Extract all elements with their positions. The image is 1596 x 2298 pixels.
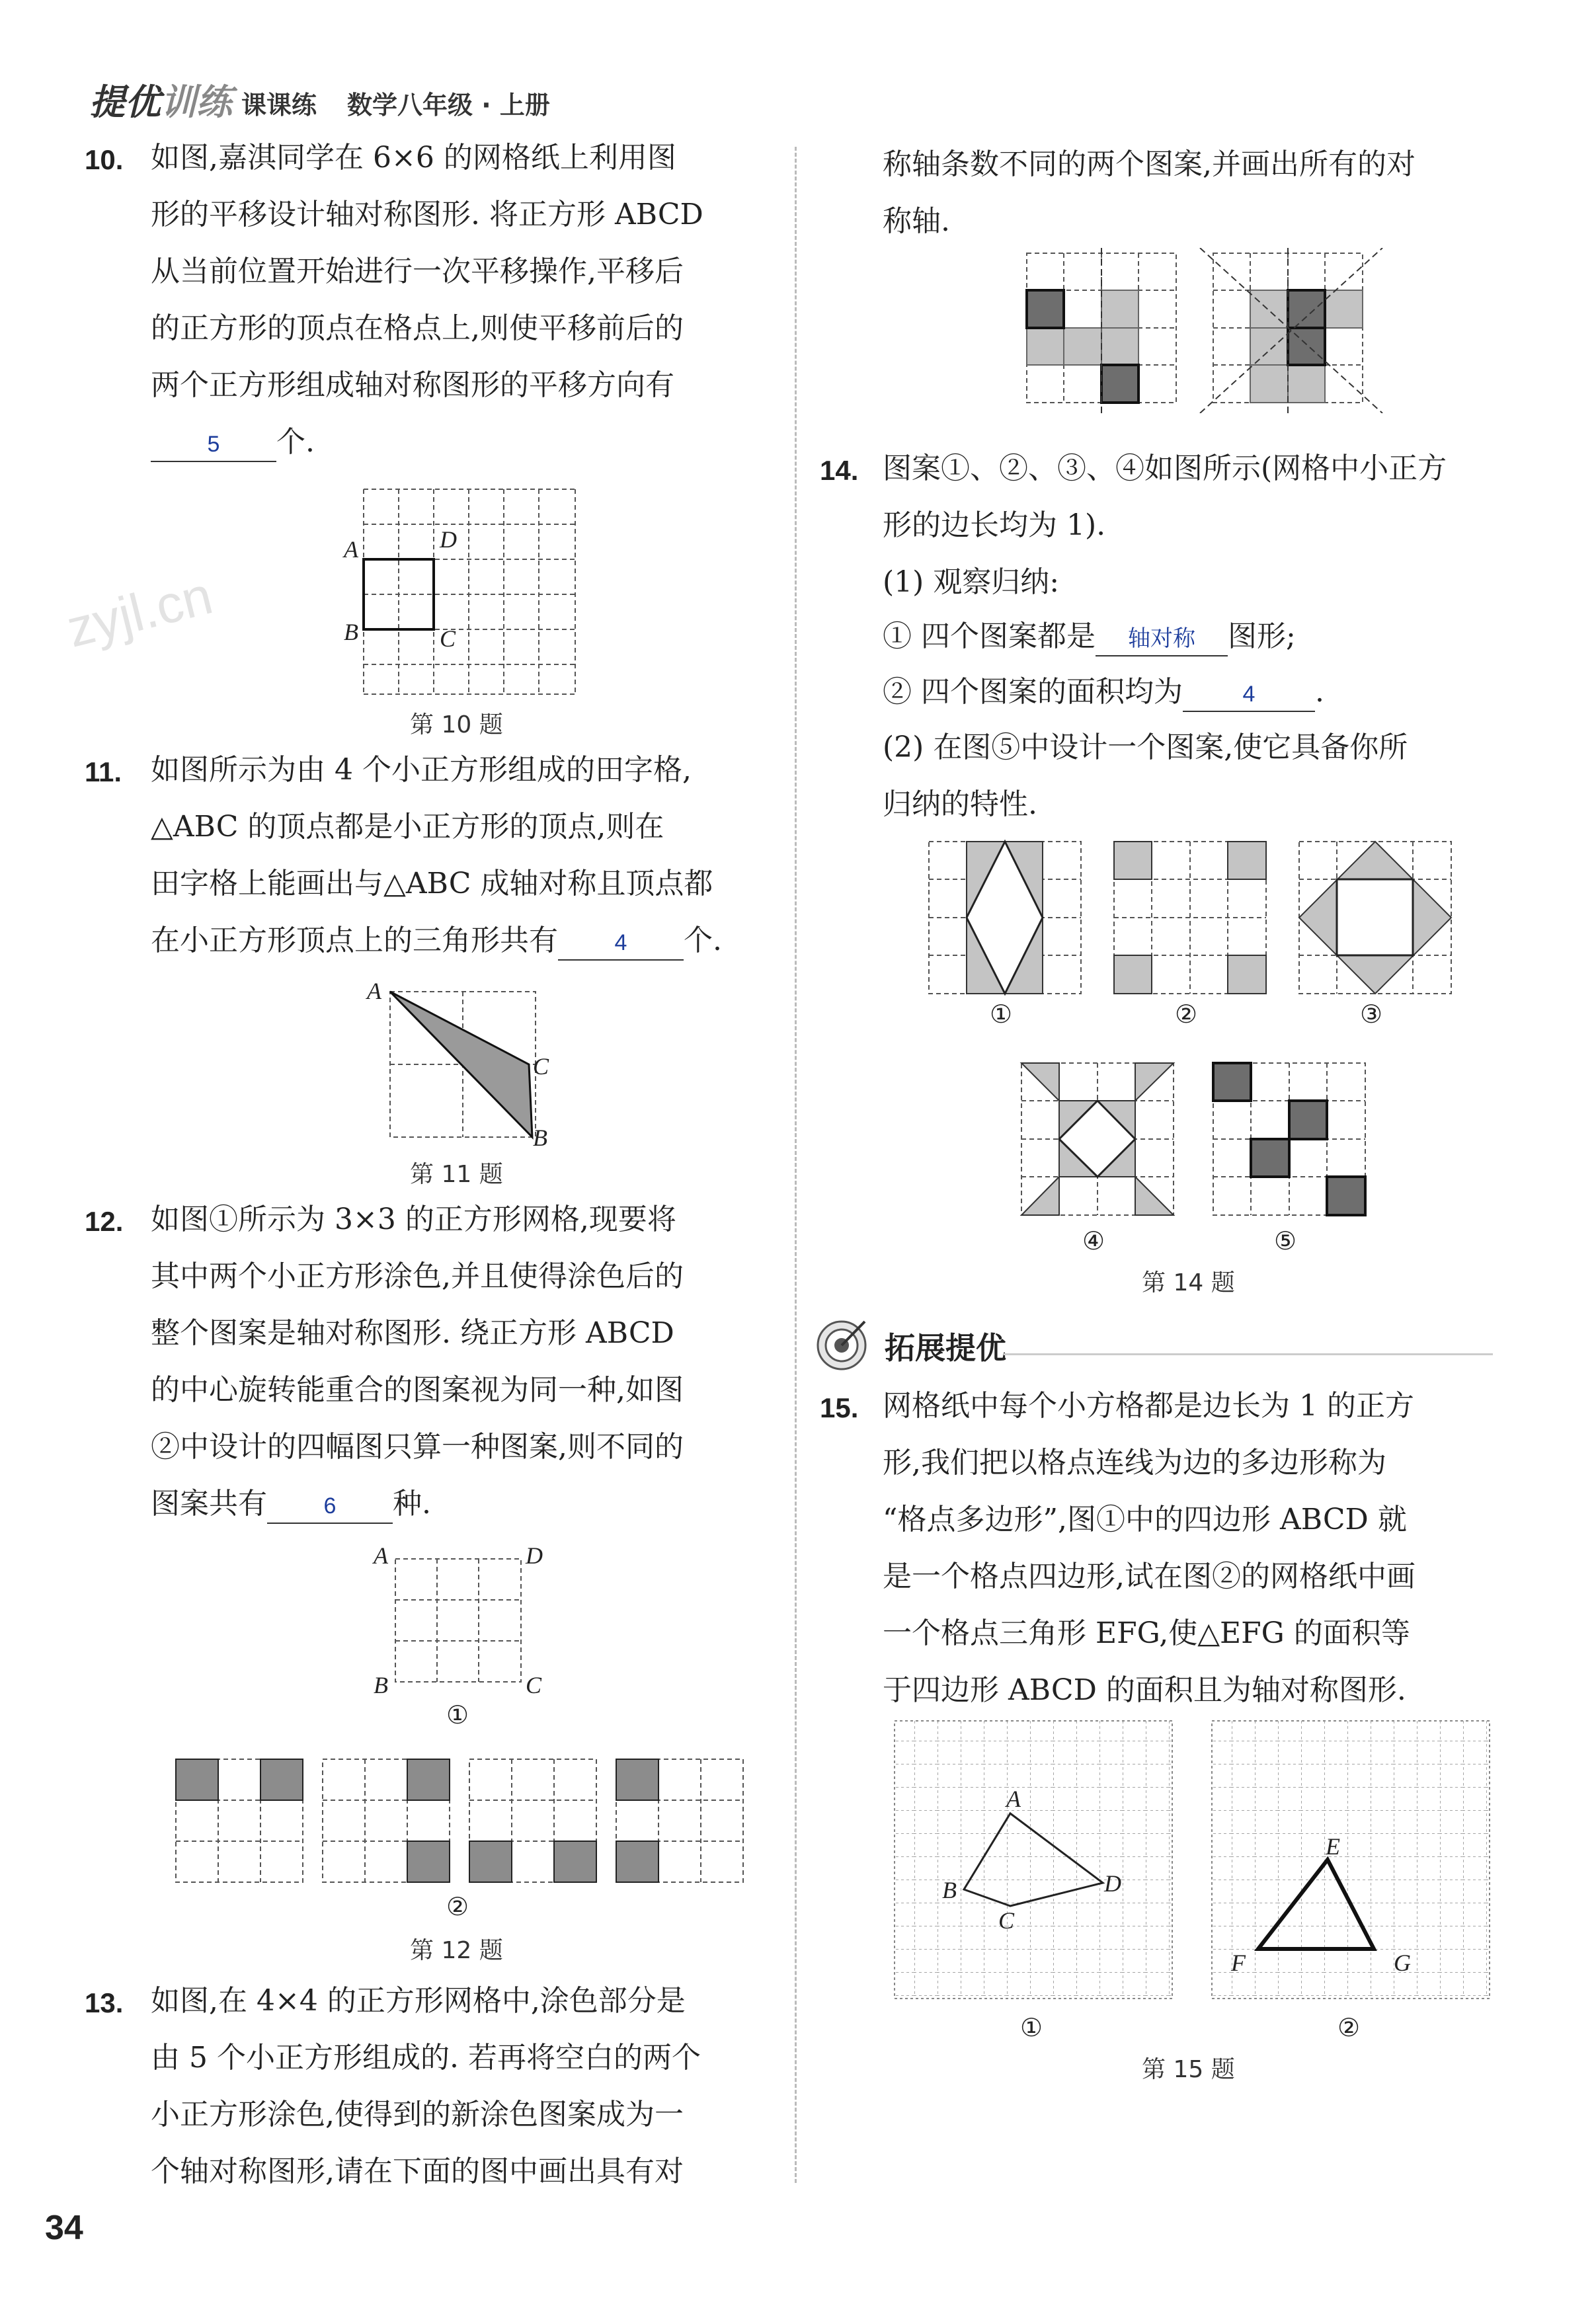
q12-figure-2 (172, 1755, 754, 1887)
q10-caption: 第 10 题 (410, 711, 503, 738)
q12-line: 的中心旋转能重合的图案视为同一种,如图 (151, 1373, 684, 1407)
q14-part1: (1) 观察归纳: (883, 565, 1060, 599)
q15-line: 一个格点三角形 EFG,使△EFG 的面积等 (883, 1616, 1410, 1650)
q10-number: 10. (85, 144, 124, 175)
q14-fig5-label: ⑤ (1274, 1226, 1297, 1255)
header-series: 课课练 (241, 91, 317, 120)
q14-figures-row1 (922, 836, 1504, 1002)
q10-label-b: B (344, 619, 358, 645)
q15-figure-1 (891, 1718, 1182, 2008)
q10-line: 的正方形的顶点在格点上,则使平移前后的 (151, 311, 684, 345)
q15-label-f: F (1231, 1950, 1246, 1976)
q11-label-c: C (533, 1053, 549, 1080)
q11-figure (383, 985, 542, 1144)
q14-fig4-label: ④ (1082, 1226, 1105, 1255)
q15-number: 15. (820, 1392, 859, 1423)
q14-number: 14. (820, 455, 859, 486)
q12-answer[interactable]: 6 (267, 1489, 393, 1524)
q10-figure (357, 483, 582, 701)
q14-fig3-label: ③ (1360, 1000, 1383, 1029)
q14-figures-row2 (1015, 1058, 1372, 1223)
q15-label-b: B (942, 1877, 957, 1903)
q13-figures (1021, 248, 1398, 413)
q14-answer-1[interactable]: 轴对称 (1096, 622, 1228, 656)
section-title: 拓展提优 (885, 1330, 1006, 1366)
q12-fig2-label: ② (446, 1892, 469, 1921)
q11-label-b: B (533, 1125, 547, 1151)
q11-number: 11. (85, 756, 122, 787)
section-rule (1004, 1353, 1493, 1355)
q10-answer[interactable]: 5 (151, 428, 276, 462)
brand-main: 提优 (89, 81, 161, 123)
header-book-title: 数学八年级 · 上册 (347, 91, 550, 120)
q11-tail: 个. (684, 924, 722, 957)
q14-fig2-label: ② (1175, 1000, 1198, 1029)
q12-line: ②中设计的四幅图只算一种图案,则不同的 (151, 1430, 684, 1464)
q10-line: 从当前位置开始进行一次平移操作,平移后 (151, 255, 684, 288)
q11-triangle-abc (390, 992, 532, 1137)
section-extension (812, 1312, 1499, 1372)
q12-caption: 第 12 题 (410, 1937, 503, 1964)
q12-label-c: C (526, 1672, 542, 1698)
q15-label-c: C (998, 1907, 1015, 1934)
header-brand (89, 74, 232, 125)
q10-tail: 个. (276, 425, 315, 459)
q13-line: 小正方形涂色,使得到的新涂色图案成为一 (151, 2098, 684, 2131)
q15-label-g: G (1394, 1950, 1411, 1976)
q11-prefix: 在小正方形顶点上的三角形共有 (151, 924, 558, 957)
q14-sub2-tail: . (1315, 675, 1324, 709)
q11-caption: 第 11 题 (410, 1161, 503, 1188)
q14-fig1-label: ① (990, 1000, 1013, 1029)
q12-label-b: B (374, 1672, 388, 1698)
q14-caption: 第 14 题 (1142, 1269, 1235, 1296)
q10-line: 如图,嘉淇同学在 6×6 的网格纸上利用图 (151, 141, 676, 175)
q15-line: 于四边形 ABCD 的面积且为轴对称图形. (883, 1673, 1406, 1707)
q10-label-c: C (440, 625, 456, 652)
q12-prefix: 图案共有 (151, 1487, 267, 1521)
q12-label-a: A (374, 1542, 388, 1569)
target-icon (812, 1312, 871, 1372)
q15-figure-2 (1209, 1718, 1499, 2008)
q15-line: 形,我们把以格点连线为边的多边形称为 (883, 1446, 1386, 1480)
q14-sub1-prefix: ① 四个图案都是 (883, 619, 1096, 653)
q12-figure-1 (390, 1554, 529, 1686)
q14-sub2-prefix: ② 四个图案的面积均为 (883, 675, 1183, 709)
q13-cont-line: 称轴. (883, 204, 950, 238)
q11-answer[interactable]: 4 (558, 926, 684, 961)
brand-sub: 训练 (161, 81, 232, 123)
q14-part2: (2) 在图⑤中设计一个图案,使它具备你所 (883, 731, 1408, 764)
watermark: zyjl.cn (61, 565, 218, 658)
q12-label-d: D (526, 1542, 543, 1569)
q12-number: 12. (85, 1206, 124, 1237)
q11-line: 如图所示为由 4 个小正方形组成的田字格, (151, 753, 692, 787)
q12-tail: 种. (393, 1487, 431, 1521)
q13-number: 13. (85, 1987, 124, 2018)
q14-part2-cont: 归纳的特性. (883, 787, 1037, 821)
q13-line: 个轴对称图形,请在下面的图中画出具有对 (151, 2155, 684, 2188)
q14-line: 形的边长均为 1). (883, 508, 1106, 542)
q12-fig1-label: ① (446, 1700, 469, 1729)
q15-line: “格点多边形”,图①中的四边形 ABCD 就 (883, 1503, 1407, 1536)
q10-line: 两个正方形组成轴对称图形的平移方向有 (151, 368, 674, 402)
q15-label-d: D (1104, 1870, 1121, 1897)
q13-line: 如图,在 4×4 的正方形网格中,涂色部分是 (151, 1984, 686, 2018)
q10-answer-line (151, 414, 315, 471)
q11-line: △ABC 的顶点都是小正方形的顶点,则在 (151, 810, 664, 844)
q14-answer-2[interactable]: 4 (1183, 678, 1315, 712)
q15-fig2-label: ② (1337, 2013, 1361, 2042)
q11-label-a: A (367, 978, 381, 1004)
q14-line: 图案①、②、③、④如图所示(网格中小正方 (883, 452, 1447, 485)
page-number: 34 (45, 2209, 83, 2247)
q11-line: 田字格上能画出与△ABC 成轴对称且顶点都 (151, 867, 713, 900)
q12-line: 整个图案是轴对称图形. 绕正方形 ABCD (151, 1316, 674, 1350)
q15-label-a: A (1006, 1786, 1021, 1812)
q15-fig1-label: ① (1020, 2013, 1043, 2042)
q13-cont-line: 称轴条数不同的两个图案,并画出所有的对 (883, 147, 1416, 181)
q15-caption: 第 15 题 (1142, 2056, 1235, 2083)
q14-sub1 (883, 608, 1296, 665)
q10-line: 形的平移设计轴对称图形. 将正方形 ABCD (151, 198, 703, 231)
q15-label-e: E (1326, 1833, 1340, 1860)
q10-label-d: D (440, 526, 457, 553)
q12-line: 其中两个小正方形涂色,并且使得涂色后的 (151, 1259, 684, 1293)
q15-line: 是一个格点四边形,试在图②的网格纸中画 (883, 1560, 1416, 1593)
q15-line: 网格纸中每个小方格都是边长为 1 的正方 (883, 1389, 1414, 1423)
q13-line: 由 5 个小正方形组成的. 若再将空白的两个 (151, 2041, 701, 2075)
column-divider (795, 147, 797, 2183)
q14-sub2 (883, 664, 1324, 721)
q10-label-a: A (344, 536, 358, 563)
q14-sub1-tail: 图形; (1228, 619, 1296, 653)
q11-answer-line (151, 912, 722, 969)
q12-line: 如图①所示为 3×3 的正方形网格,现要将 (151, 1203, 676, 1236)
q12-answer-line (151, 1476, 431, 1532)
